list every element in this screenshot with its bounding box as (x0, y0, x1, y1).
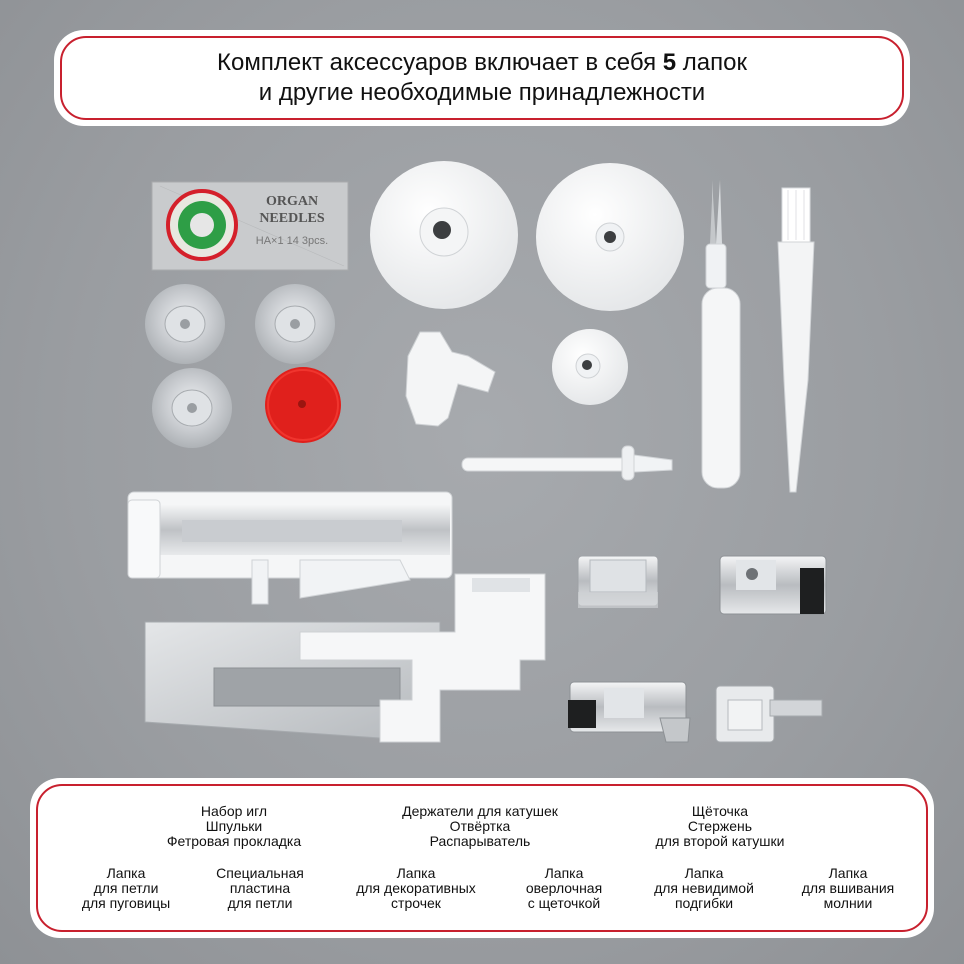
label-line: Отвёртка (449, 818, 511, 834)
banner-line-2: и другие необходимые принадлежности (258, 79, 706, 106)
label-buttonhole-plate (216, 866, 304, 911)
label-line: Распарыватель (429, 833, 531, 849)
brush (778, 188, 814, 492)
label-foot-decorative (356, 866, 476, 911)
label-line: строчек (391, 895, 441, 911)
label-group-holders (402, 804, 558, 849)
label-line: Лапка (396, 865, 436, 881)
label-foot-buttonhole (82, 866, 170, 911)
needles-package (152, 182, 348, 270)
label-line: для петли (227, 895, 293, 911)
screwdriver (406, 332, 495, 426)
label-line: для невидимой (654, 880, 754, 896)
label-line: Лапка (106, 865, 146, 881)
label-line: оверлочная (525, 880, 603, 896)
foot-blind-hem (720, 556, 826, 614)
foot-decorative (578, 556, 658, 608)
spool-holder-large-2 (536, 163, 684, 311)
banner-line-1-start: Комплект аксессуаров включает в себя (217, 49, 663, 76)
buttonhole-foot (128, 492, 452, 604)
label-line: для вшивания (801, 880, 895, 896)
label-line: пластина (229, 880, 291, 896)
buttonhole-plate (145, 574, 545, 742)
needles-spec: HA×1 14 3pcs. (255, 235, 329, 247)
label-foot-overlock (526, 866, 602, 911)
spool-pin (462, 446, 672, 480)
needles-brand-1: ORGAN (265, 194, 319, 209)
bottom-banner (30, 778, 934, 938)
label-line: Специальная (216, 865, 304, 881)
spool-holder-large (370, 161, 518, 309)
label-line: Набор игл (200, 803, 268, 819)
label-line: для пуговицы (81, 895, 171, 911)
label-foot-blind-hem (654, 866, 754, 911)
label-line: молнии (823, 895, 873, 911)
label-line: для декоративных (356, 880, 476, 896)
label-line: Лапка (684, 865, 724, 881)
label-group-brush (656, 804, 785, 849)
needles-brand-2: NEEDLES (259, 211, 325, 226)
foot-zipper (716, 686, 822, 742)
felt-pad (265, 367, 341, 443)
banner-count: 5 (662, 49, 677, 76)
label-line: Лапка (544, 865, 584, 881)
label-line: Шпульки (205, 818, 263, 834)
banner-line-1-end: лапок (676, 49, 747, 76)
label-line: с щеточкой (527, 895, 601, 911)
label-line: Фетровая прокладка (166, 833, 302, 849)
spool-holder-small (552, 329, 628, 405)
label-line: Щёточка (691, 803, 749, 819)
label-line: Стержень (687, 818, 753, 834)
label-line: Лапка (828, 865, 868, 881)
label-line: для второй катушки (655, 833, 785, 849)
label-line: подгибки (674, 895, 734, 911)
label-line: Держатели для катушек (402, 803, 558, 819)
seam-ripper (702, 180, 740, 488)
label-line: для петли (93, 880, 159, 896)
foot-overlock (568, 682, 690, 742)
label-foot-zipper (802, 866, 895, 911)
label-group-needles (167, 804, 301, 849)
